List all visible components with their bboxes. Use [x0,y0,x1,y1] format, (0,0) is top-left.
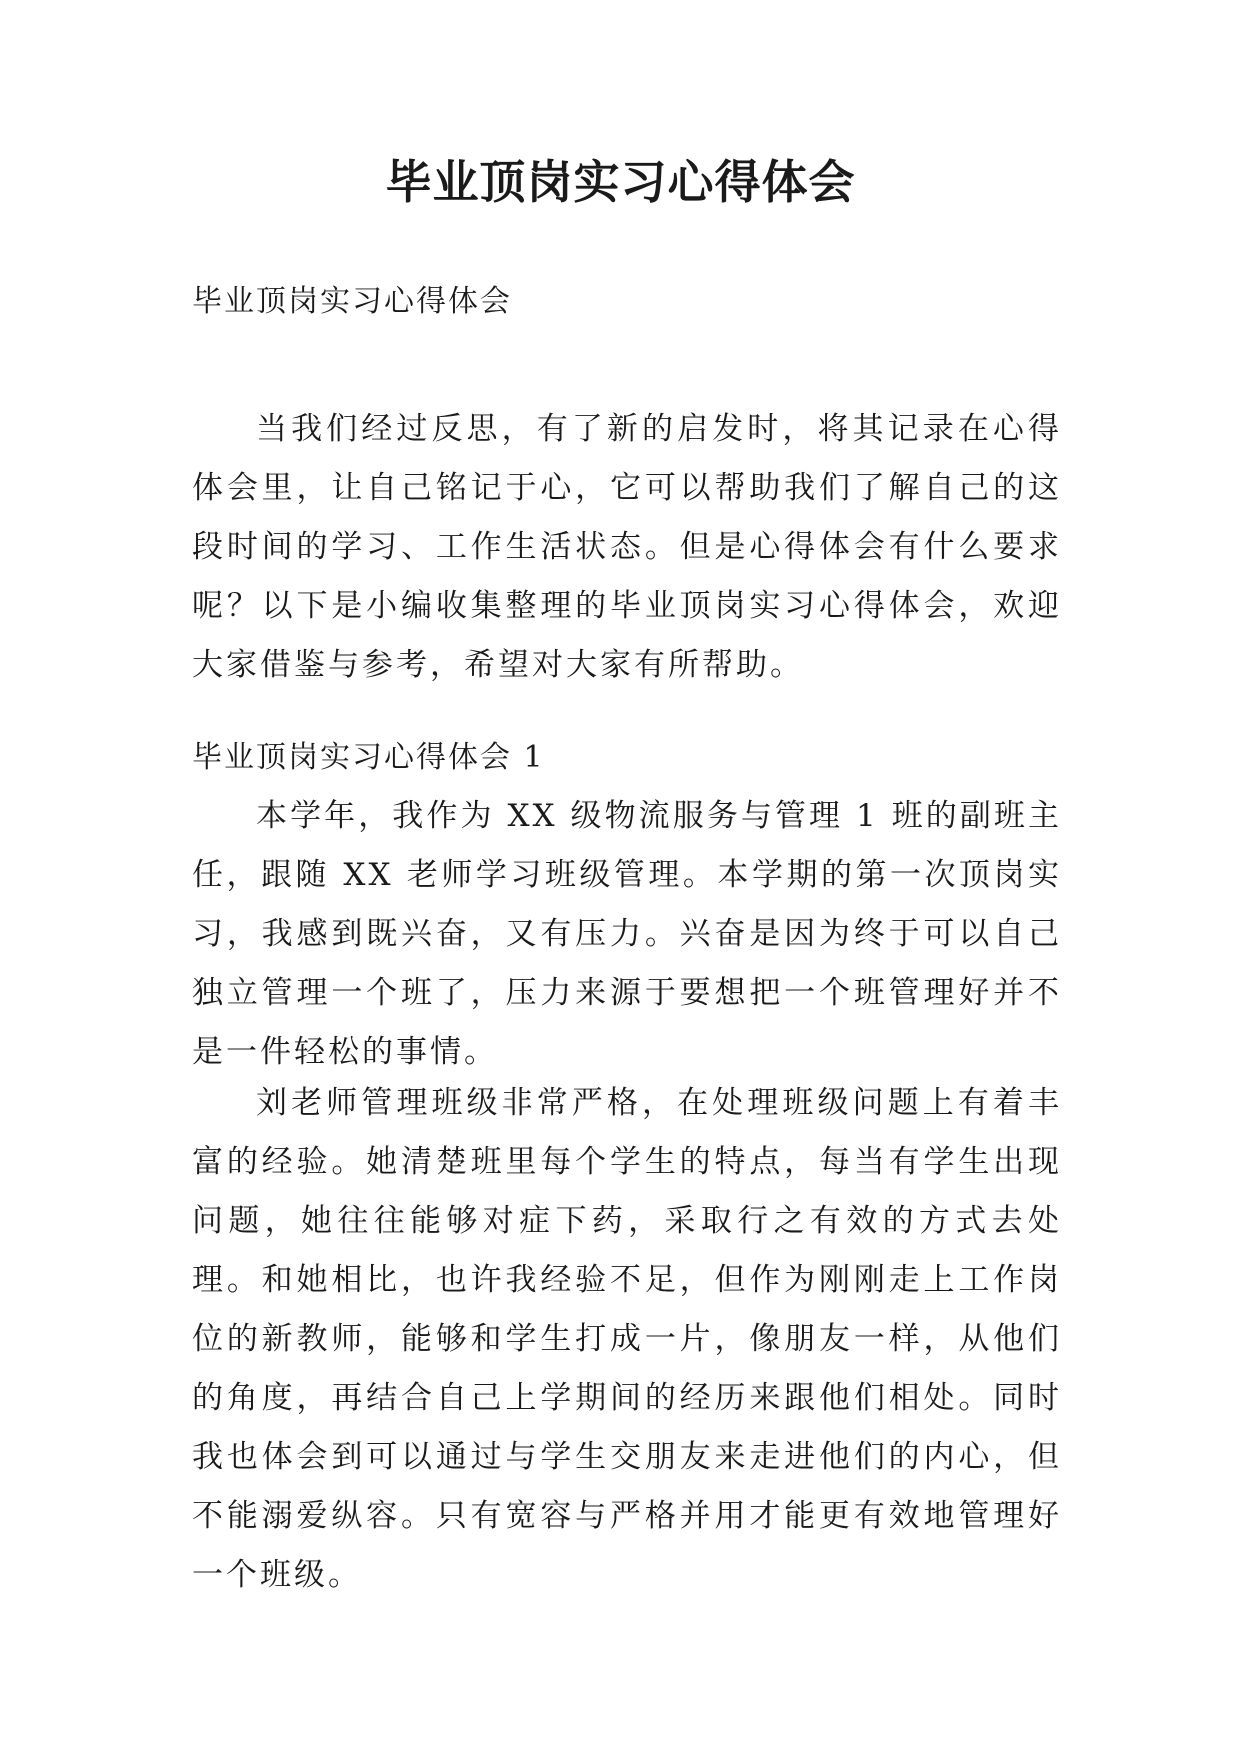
intro-paragraph: 当我们经过反思，有了新的启发时，将其记录在心得体会里，让自己铭记于心，它可以帮助我们了解自己的这段时间的学习、工作生活状态。但是心得体会有什么要求呢？以下是小编收集整理的毕业顶岗实习心得体会，欢迎大家借鉴与参考，希望对大家有所帮助。 [192,411,1062,683]
section-heading: 毕业顶岗实习心得体会 1 [192,740,545,775]
body-paragraph-1: 本学年，我作为 XX 级物流服务与管理 1 班的副班主任，跟随 XX 老师学习班级管理。本学期的第一次顶岗实习，我感到既兴奋，又有压力。兴奋是因为终于可以自己独立管理一个班了，压力来源于要想把一个班管理好并不是一件轻松的事情。 [192,798,1062,1070]
document-subtitle: 毕业顶岗实习心得体会 [192,284,512,319]
body-paragraph-2: 刘老师管理班级非常严格，在处理班级问题上有着丰富的经验。她清楚班里每个学生的特点，每当有学生出现问题，她往往能够对症下药，采取行之有效的方式去处理。和她相比，也许我经验不足，但作为刚刚走上工作岗位的新教师，能够和学生打成一片，像朋友一样，从他们的角度，再结合自己上学期间的经历来跟他们相处。同时我也体会到可以通过与学生交朋友来走进他们的内心，但不能溺爱纵容。只有宽容与严格并用才能更有效地管理好一个班级。 [192,1085,1062,1593]
document-title: 毕业顶岗实习心得体会 [385,155,856,209]
